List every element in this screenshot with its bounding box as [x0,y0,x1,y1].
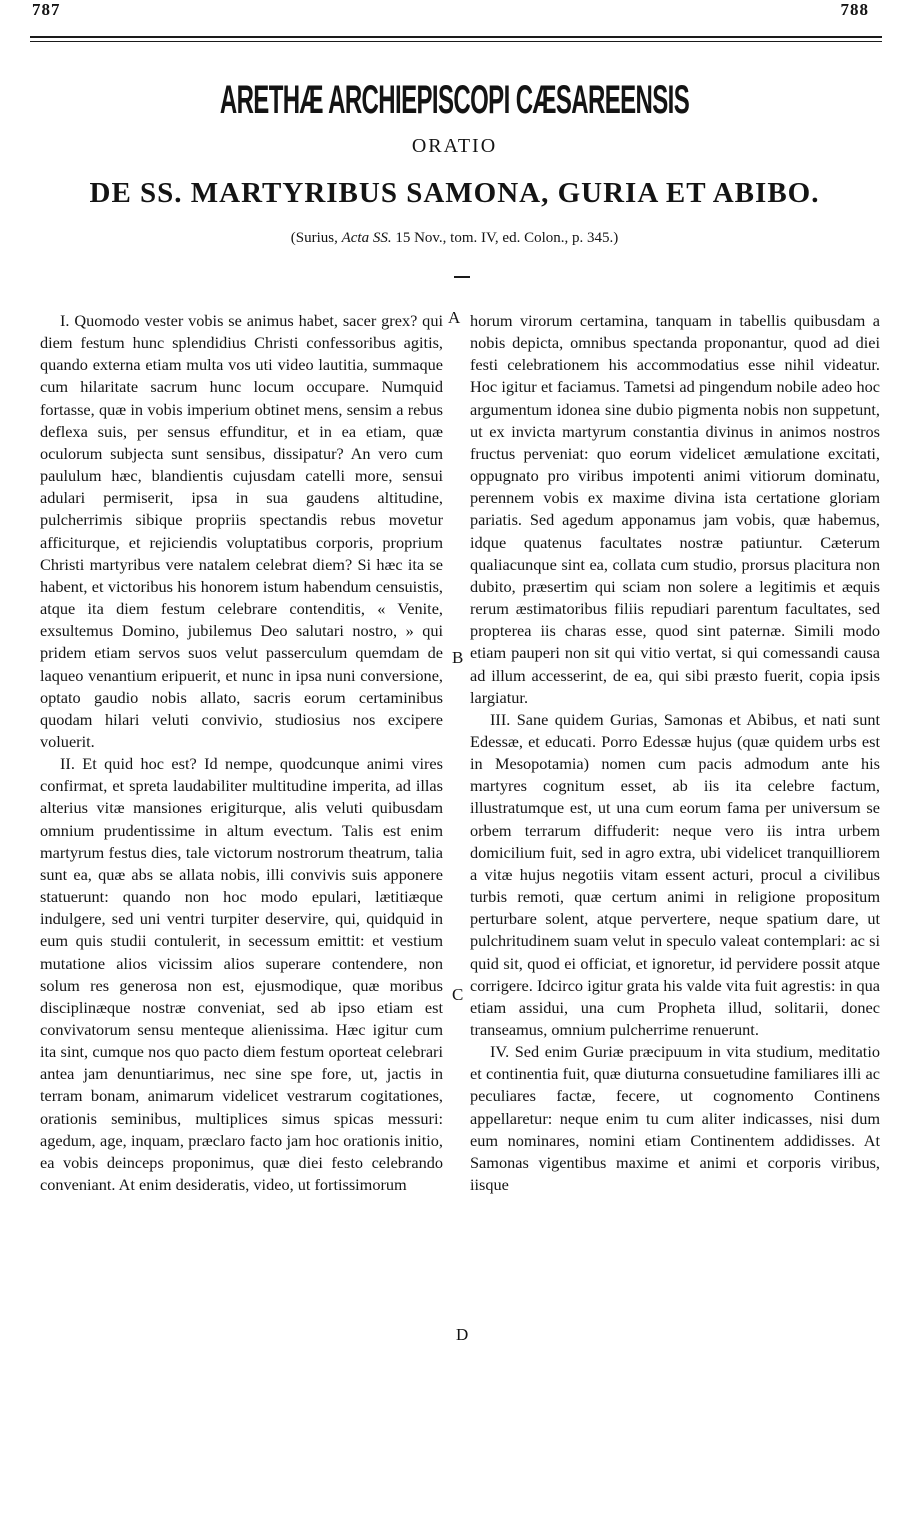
source-suffix: 15 Nov., tom. IV, ed. Colon., p. 345.) [391,230,619,246]
source-italic: Acta SS. [341,230,392,246]
document-title: ARETHÆ ARCHIEPISCOPI CÆSAREENSIS [219,78,690,122]
paragraph-3: III. Sane quidem Gurias, Samonas et Abibus, et nati sunt Edessæ, et educati. Porro Edessæ hujus (quæ quidem urbs est in Mesopotamia) nomen cum pacis admodum ante his martyres cognitum esset, ab iis ita celebre factum, illustratumque est, ut una cum eorum fama per universum se orbem terrarum diffuderit: neque vero iis intra urbem domicilium fuit, sed in agro extra, ubi videlicet tranquilliorem a vitæ hujus negotiis vitam essent acturi, procul a civilibus turbis remoti, quæ certum animi in religione propositum perturbare solent, atque pervertere, neque spatium dare, ut pulchritudinem suam velut in speculo valeat contemplari: ac si quid sit, quod ei officiat, et ignoretur, id pervidere possit atque corrigere. Idcirco igitur grata his valde vita fuit agrestis: in qua etiam assidui, una cum Propheta illud, solitarii, donec transeamus, omnium pulcherrime renuerunt. [470,709,880,1039]
paragraph-1: I. Quomodo vester vobis se animus habet, sacer greх? qui diem festum hunc splendidius Christi confessoribus agitis, quando externa etiam multa vos uti video lautitia, summaque cum hilaritate sacrum hunc locum occupare. Numquid fortasse, quæ in vobis imperium obtinet mens, sensim a rebus deflexa suis, per sensus effunditur, et in ea etiam, quæ oculorum subjecta sunt sensibus, dissipatur? An vero cum paululum hæc, blandientis cujusdam catelli more, sensui adulari permiserit, ipsa in sua gaudens altitudine, pulcherrimis sibique propriis spectandis rebus movetur afficiturque, et rejiciendis voluptatibus corporis, proprium Christi martyribus vere natalem celebrat diem? Si hæc ita se habent, et victoribus his honorem istum habendum censuistis, atque ita diem festum celebrare contenditis, « Venite, exsultemus Domino, jubilemus Deo salutari nostro, » qui pridem etiam servos suos velut passerculum quemdam de laqueo venantium eripuerit, et nunc in ipsa nuni conversione, optato gaudio nobis allato, sacris eorum certaminibus quodam hilari veluti convivio, studiosius nos excipere voluerit. [40,311,443,751]
margin-marker-b: B [452,648,464,667]
margin-marker-c: C [452,985,464,1004]
margin-marker-d: D [456,1325,469,1344]
header-rule-thin [30,41,882,42]
page-number-right: 788 [840,0,869,19]
document-subtitle: ORATIO [411,135,498,157]
margin-marker-a: A [448,308,461,327]
title-separator-dash [454,276,470,278]
header-rule-thick [30,36,882,38]
source-prefix: (Surius, [290,230,342,246]
text-column-right [470,310,880,1196]
source-citation [0,230,909,247]
paragraph-1-continued: horum virorum certamina, tanquam in tabellis quibusdam a nobis depicta, omnibus spectanda proponantur, quod ad diei festi celebrationem his accommodatius esse nihil videatur. Hoc igitur et faciamus. Tametsi ad pingendum nobile adeo hoc argumentum idonea sine dubio pigmenta nobis non suppetunt, ut ex invicta martyrum constantia divinus in animos nostros fructus perveniat: quo eorum videlicet æmulatione excitati, oppugnato pro viribus impotenti animi vitiorum dominatu, perennem vobis ex maxime divina ista certatione gloriam pariatis. Sed agedum apponamus jam vobis, quæ habemus, idque quatenus facultates nostræ patiuntur. Cæterum qualiacunque sint ea, collata cum studio, prorsus placitura non dubito, præsertim qui sciam non solere a legitimis et æquis rerum æstimatoribus filiis repudiari parentum facultates, sed propterea iis charas esse, quod sint paternæ. Simili modo etiam pauperi non sit qui vitio vertat, si qui comessandi causa ad illum accesserint, de ea, qui sibi præsto fuerit, copia ipsis largiatur. [470,311,880,707]
page-number-left: 787 [32,0,61,19]
paragraph-4: IV. Sed enim Guriæ præcipuum in vita studium, meditatio et continentia fuit, quæ diuturna consuetudine familiares illi ac peculiares factæ, fecere, ut cognomento Continens appellaretur: neque enim tu cum aliter indicasses, nisi dum eum nominares, nomini etiam Continentem addidisses. At Samonas vigentibus maxime et animi et corporis viribus, iisque [470,1042,880,1195]
text-column-left [40,310,443,1196]
paragraph-2: II. Et quid hoc est? Id nempe, quodcunque animi vires confirmat, et spreta laudabiliter multitudine imperita, ad illas alterius vitæ mansiones erigiturque, alis veluti quibusdam omnium prudentissime in altum evectum. Talis est enim martyrum festus dies, tale victorum nostrorum theatrum, talia sunt ea, quæ abs se allata nobis, illi convivis suis apponere statuerunt: quando non hoc modo epulari, lætitiæque indulgere, sed uni ventri turpiter deservire, qui, quidquid in eum quis studii contulerit, in secessum emittit: et vestium mutatione alios vicissim alios superare contendere, non solum res generosa non est, ejusmodique, quæ moribus disciplinæque nostræ conveniat, sed ab ipso etiam est convivatorum sensu menteque alienissima. Hæc igitur cum ita sint, cumque nos quo pacto diem festum oporteat celebrari antea jam denuntiarimus, nec sine spe fore, ut, jactis in terram bonam, animarum videlicet vestrarum cogitationes, orationis seminibus, multiplices simus spicas messuri: agedum, age, inquam, præclaro facto jam hoc orationis initio, ea vobis deinceps proponimus, quæ diei festo celebrando conveniant. At enim desideratis, video, ut fortissimorum [40,754,443,1195]
document-main-title: DE SS. MARTYRIBUS SAMONA, GURIA ET ABIBO. [89,177,820,209]
